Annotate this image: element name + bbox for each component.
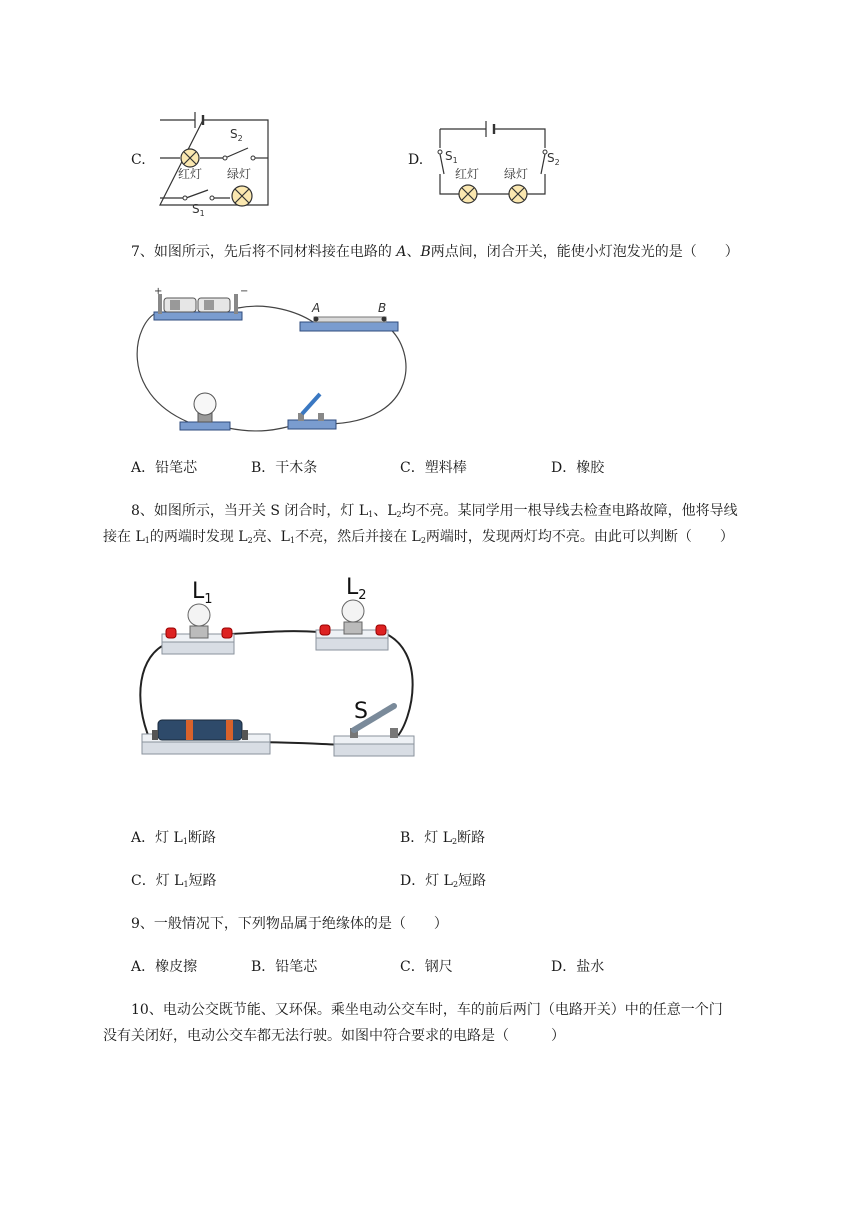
- svg-text:L2: $L_2$: [346, 575, 367, 603]
- green-lamp-icon: [509, 185, 527, 203]
- light-bulb-icon: [180, 393, 230, 430]
- question-10-line-1: 10、电动公交既节能、又环保。乘坐电动公交车时，车的前后两门（电路开关）中的任意一个门: [131, 1002, 723, 1018]
- q8-option-d[interactable]: D．灯 $L_2$短路: [400, 873, 487, 889]
- svg-text:L1: $L_1$: [192, 579, 213, 607]
- option-c-label: C.: [131, 152, 146, 168]
- q9-option-d[interactable]: D．盐水: [551, 959, 605, 975]
- lamp-l1-icon: [162, 604, 234, 654]
- q8-option-a[interactable]: A．灯 $L_1$断路: [131, 830, 216, 846]
- option-d-label: D.: [408, 152, 424, 168]
- question-7-figure: [128, 282, 418, 442]
- battery-icon: [142, 720, 270, 754]
- q7-option-a[interactable]: A．铅笔芯: [131, 460, 198, 476]
- q7-option-d[interactable]: D．橡胶: [551, 460, 605, 476]
- svg-text:红灯: 红灯: [178, 167, 203, 181]
- green-lamp-icon: [232, 186, 252, 206]
- svg-text:红灯: 红灯: [455, 167, 480, 181]
- q8-option-c[interactable]: C．灯 $L_1$短路: [131, 873, 217, 889]
- q7-option-b[interactable]: B．干木条: [251, 460, 318, 476]
- svg-text:A: A: [312, 301, 321, 315]
- question-8-figure: [128, 570, 428, 770]
- switch-icon: [288, 394, 336, 429]
- question-9-text: 9、一般情况下，下列物品属于绝缘体的是（ ）: [131, 916, 448, 932]
- lamp-l2-icon: [316, 600, 388, 650]
- svg-text:+: +: [154, 286, 163, 297]
- svg-text:S: S: [354, 699, 368, 724]
- question-10-line-2: 没有关闭好，电动公交车都无法行驶。如图中符合要求的电路是（ ）: [103, 1028, 565, 1044]
- q7-option-c[interactable]: C．塑料棒: [400, 460, 467, 476]
- question-8-line-1: 8、如图所示，当开关 S 闭合时，灯 $L_1$、$L_2$均不亮。某同学用一根导线去检查电路故障，他将导线: [131, 503, 738, 519]
- red-lamp-icon: [459, 185, 477, 203]
- svg-text:S2: $S_2$: [547, 151, 560, 167]
- circuit-diagram-d: [430, 112, 560, 212]
- svg-text:B: B: [378, 301, 387, 315]
- q8-option-b[interactable]: B．灯 $L_2$断路: [400, 830, 486, 846]
- q9-option-c[interactable]: C．钢尺: [400, 959, 453, 975]
- svg-text:S1: $S_1$: [192, 202, 205, 218]
- q9-option-a[interactable]: A．橡皮擦: [131, 959, 198, 975]
- test-board-icon: [300, 317, 398, 332]
- svg-text:S1: $S_1$: [445, 149, 458, 165]
- battery-holder-icon: [154, 294, 242, 320]
- q9-option-b[interactable]: B．铅笔芯: [251, 959, 318, 975]
- svg-text:−: −: [240, 286, 249, 297]
- question-8-line-2: 接在 $L_1$的两端时发现 $L_2$亮、$L_1$不亮，然后并接在 $L_2$两端时，发现两灯均不亮。由此可以判断（ ）: [103, 529, 734, 545]
- question-7-text: 7、如图所示，先后将不同材料接在电路的 A、B两点间，闭合开关，能使小灯泡发光的是（ ）: [131, 244, 739, 260]
- red-lamp-icon: [181, 149, 199, 167]
- svg-text:绿灯: 绿灯: [227, 167, 252, 181]
- circuit-diagram-c: [150, 100, 280, 220]
- svg-text:绿灯: 绿灯: [504, 167, 529, 181]
- svg-text:S2: $S_2$: [230, 127, 243, 143]
